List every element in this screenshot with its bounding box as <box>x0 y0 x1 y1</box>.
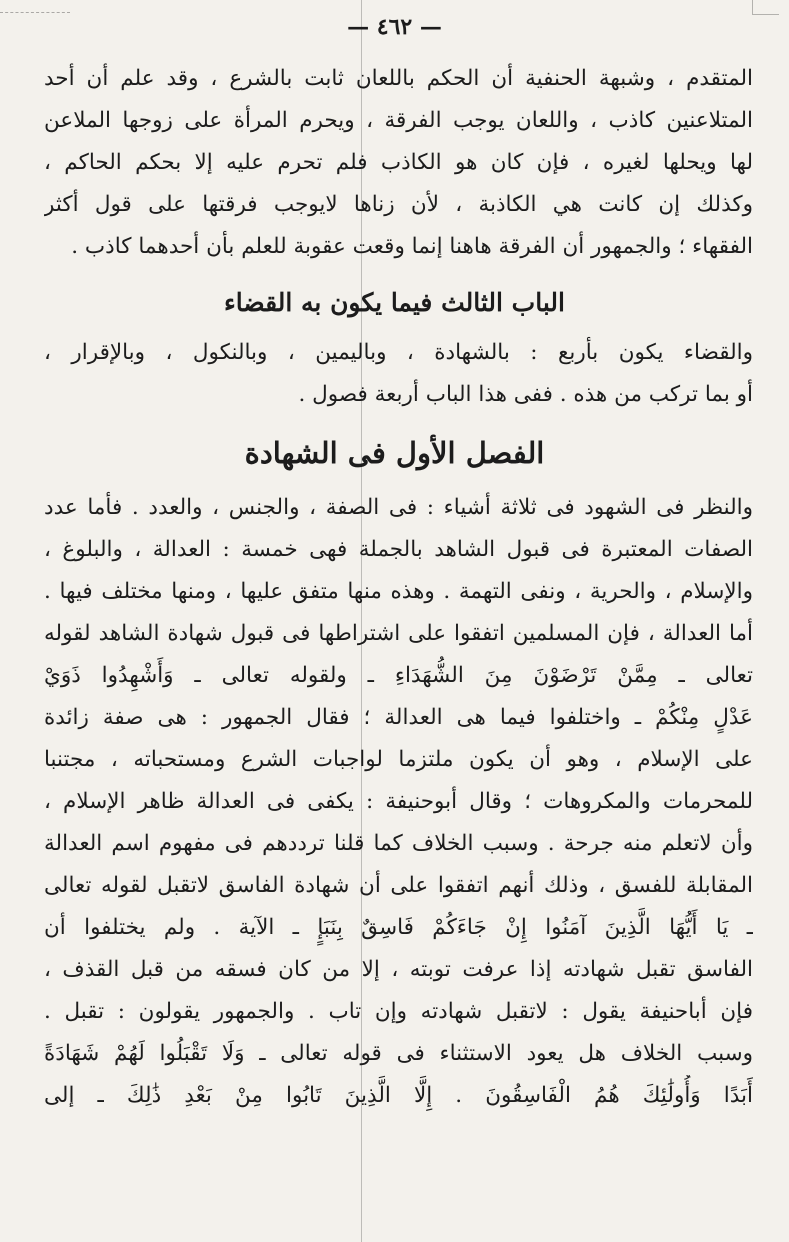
paragraph-judgment-means <box>44 332 753 416</box>
text-line: والإسلام ، والحرية ، ونفى التهمة . وهذه منها متفق عليها ، ومنها مختلف فيها . <box>44 579 753 604</box>
text-line: لها ويحلها لغيره ، فإن كان هو الكاذب فلم تحرم عليه إلا بحكم الحاكم ، <box>44 150 753 175</box>
page-edge-mark <box>0 0 70 13</box>
text-line: ـ يَا أَيُّهَا الَّذِينَ آمَنُوا إِنْ جَاءَكُمْ فَاسِقٌ بِنَبَإٍ ـ الآية . ولم يختلفوا أن <box>44 915 753 940</box>
text-line: وسبب الخلاف هل يعود الاستثناء فى قوله تعالى ـ وَلَا تَقْبَلُوا لَهُمْ شَهَادَةً <box>44 1041 753 1066</box>
text-line: المتلاعنين كاذب ، واللعان يوجب الفرقة ، ويحرم المرأة على زوجها الملاعن <box>44 108 753 133</box>
page-corner-fold <box>752 0 779 15</box>
text-line: وأن لاتعلم منه جرحة . وسبب الخلاف كما قلنا ترددهم فى مفهوم اسم العدالة <box>44 831 753 856</box>
text-line: أما العدالة ، فإن المسلمين اتفقوا على اشتراطها فى قبول شهادة الشاهد لقوله <box>44 621 753 646</box>
text-line: الفقهاء ؛ والجمهور أن الفرقة هاهنا إنما وقعت عقوبة للعلم بأن أحدهما كاذب . <box>71 234 753 259</box>
text-line: على الإسلام ، وهو أن يكون ملتزما لواجبات الشرع ومستحباته ، مجتنبا <box>44 747 753 772</box>
text-line: الفاسق تقبل شهادته إذا عرفت توبته ، إلا من كان فسقه من قبل القذف ، <box>44 957 753 982</box>
text-line: أَبَدًا وَأُولَٰئِكَ هُمُ الْفَاسِقُونَ . إِلَّا الَّذِينَ تَابُوا مِنْ بَعْدِ ذَٰلِكَ ـ إلى <box>44 1083 753 1108</box>
text-line: للمحرمات والمكروهات ؛ وقال أبوحنيفة : يكفى فى العدالة ظاهر الإسلام ، <box>44 789 753 814</box>
chapter-heading: الباب الثالث فيما يكون به القضاء <box>224 288 565 317</box>
text-line: الصفات المعتبرة فى قبول الشاهد بالجملة فهى خمسة : العدالة ، والبلوغ ، <box>44 537 753 562</box>
text-line: أو بما تركب من هذه . ففى هذا الباب أربعة فصول . <box>298 382 753 407</box>
section-heading: الفصل الأول فى الشهادة <box>244 436 545 470</box>
paragraph-lian-conclusion <box>44 58 753 268</box>
text-line: والقضاء يكون بأربع : بالشهادة ، وباليمين ، وبالنكول ، وبالإقرار ، <box>44 340 753 365</box>
page-number: — ٤٦٢ — <box>347 14 442 40</box>
text-line: المتقدم ، وشبهة الحنفية أن الحكم باللعان ثابت بالشرع ، وقد علم أن أحد <box>44 66 753 91</box>
text-line: تعالى ـ مِمَّنْ تَرْضَوْنَ مِنَ الشُّهَدَاءِ ـ ولقوله تعالى ـ وَأَشْهِدُوا ذَوَيْ <box>44 663 753 688</box>
text-line: والنظر فى الشهود فى ثلاثة أشياء : فى الصفة ، والجنس ، والعدد . فأما عدد <box>44 495 753 520</box>
text-line: المقابلة للفسق ، وذلك أنهم اتفقوا على أن شهادة الفاسق لاتقبل لقوله تعالى <box>44 873 753 898</box>
text-line: عَدْلٍ مِنْكُمْ ـ واختلفوا فيما هى العدالة ؛ فقال الجمهور : هى صفة زائدة <box>44 705 753 730</box>
paragraph-testimony <box>44 487 753 1117</box>
text-line: فإن أباحنيفة يقول : لاتقبل شهادته وإن تاب . والجمهور يقولون : تقبل . <box>44 999 753 1024</box>
text-line: وكذلك إن كانت هي الكاذبة ، لأن زناها لايوجب فرقتها على قول أكثر <box>44 192 753 217</box>
